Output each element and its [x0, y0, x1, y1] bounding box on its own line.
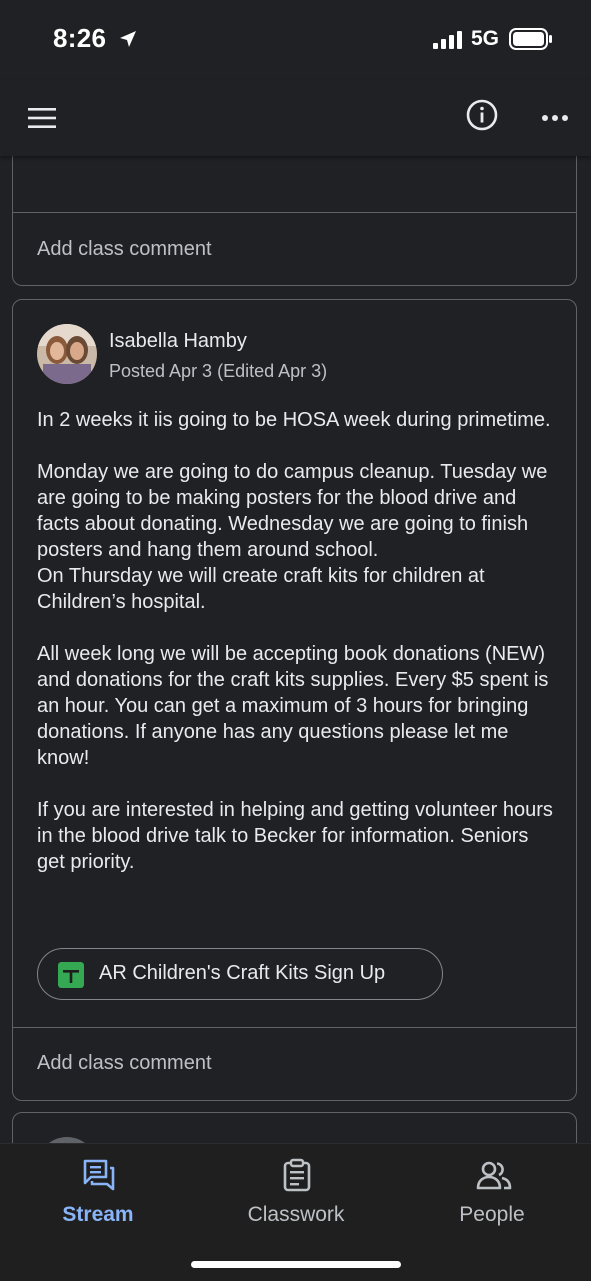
network-type: 5G [471, 27, 500, 50]
post-body [37, 407, 557, 901]
stream-icon [82, 1158, 116, 1192]
add-class-comment-button[interactable]: Add class comment [37, 238, 212, 260]
card-divider [13, 1027, 576, 1028]
info-icon[interactable] [465, 98, 499, 132]
nav-label-people: People [459, 1203, 525, 1226]
post-paragraph: If you are interested in helping and getting volunteer hours in the blood drive talk to Becker for information. Seniors get priority. [37, 799, 553, 873]
classwork-icon [280, 1158, 314, 1192]
post-paragraph: On Thursday we will create craft kits for children at Children’s hospital. [37, 565, 485, 613]
nav-label-stream: Stream [62, 1203, 134, 1226]
location-arrow-icon [118, 29, 138, 49]
cellular-signal-icon [433, 31, 463, 49]
post-paragraph: Monday we are going to do campus cleanup. Tuesday we are going to be making posters for the blood drive and facts about donating. Wednesday we are going to finish posters and hang them around school. [37, 461, 548, 561]
google-forms-icon [58, 962, 84, 988]
home-indicator [191, 1261, 401, 1268]
people-icon [476, 1158, 512, 1192]
nav-tab-stream[interactable] [18, 1154, 178, 1234]
app-bar [0, 80, 591, 156]
card-divider [13, 212, 576, 213]
nav-tab-classwork[interactable] [216, 1154, 376, 1234]
nav-label-classwork: Classwork [247, 1203, 345, 1226]
add-class-comment-button[interactable]: Add class comment [37, 1052, 212, 1074]
status-bar [0, 0, 591, 80]
post-paragraph: All week long we will be accepting book donations (NEW) and donations for the craft kits supplies. Every $5 spent is an hour. You can get a maximum of 3 hours for bringing donations. If anyone has any questions please let me know! [37, 643, 549, 769]
nav-tab-people[interactable] [412, 1154, 572, 1234]
attachment-label: AR Children's Craft Kits Sign Up [99, 962, 386, 984]
post-timestamp: Posted Apr 3 (Edited Apr 3) [109, 361, 328, 381]
battery-icon [509, 28, 553, 50]
hamburger-menu-icon[interactable] [26, 102, 58, 134]
post-card-next[interactable] [12, 1112, 577, 1143]
avatar-image-icon [37, 324, 97, 384]
post-paragraph: In 2 weeks it iis going to be HOSA week during primetime. [37, 409, 551, 431]
more-horizontal-icon[interactable] [539, 102, 571, 134]
status-time: 8:26 [53, 23, 107, 53]
attachment-chip[interactable] [37, 948, 443, 1000]
avatar[interactable] [37, 324, 97, 384]
stream-feed[interactable] [0, 80, 591, 1143]
post-card [12, 299, 577, 1101]
post-author: Isabella Hamby [109, 330, 247, 352]
